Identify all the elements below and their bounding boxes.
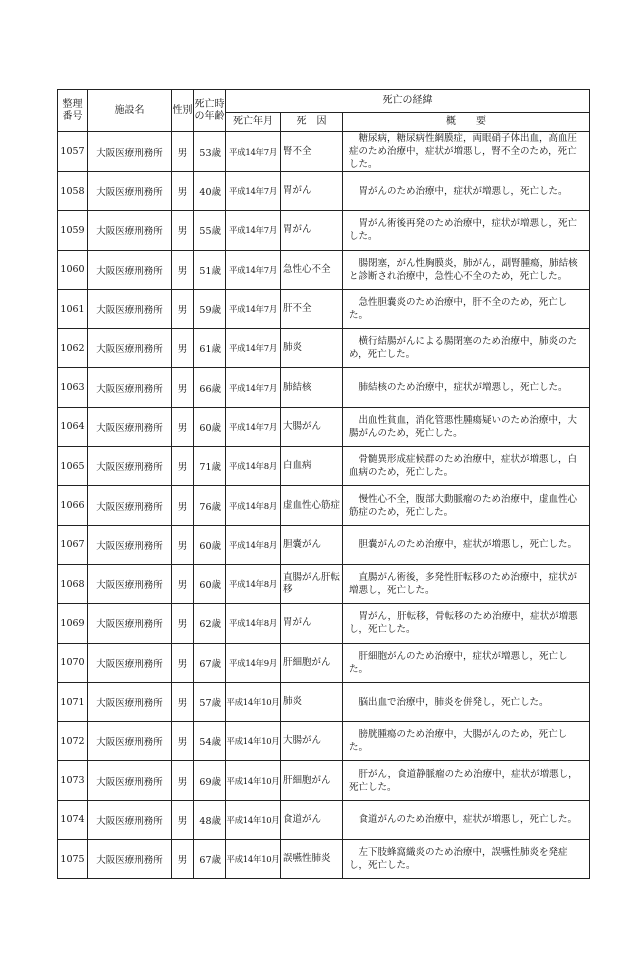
facility-name-cell: 大阪医療刑務所 <box>88 329 172 368</box>
summary-text: 腸閉塞，がん性胸膜炎，肺がん，副腎腫瘍，肺結核と診断され治療中，急性心不全のため，死亡した。 <box>349 257 578 282</box>
death-cause-cell: 大腸がん <box>281 722 343 761</box>
death-date-cell: 平成14年8月 <box>226 486 281 525</box>
death-date-cell: 平成14年7月 <box>226 407 281 446</box>
record-number-cell: 1074 <box>58 800 88 839</box>
table-row <box>58 407 590 446</box>
summary-text: 出血性貧血，消化管悪性腫瘍疑いのため治療中，大腸がんのため，死亡した。 <box>349 414 578 439</box>
facility-name-cell: 大阪医療刑務所 <box>88 132 172 172</box>
facility-name-cell: 大阪医療刑務所 <box>88 407 172 446</box>
table-row <box>58 368 590 407</box>
death-date-cell: 平成14年7月 <box>226 132 281 172</box>
age-at-death-cell: 69歳 <box>194 761 226 800</box>
header-number: 整理番号 <box>58 90 88 132</box>
header-summary: 概 要 <box>343 113 590 132</box>
death-date-cell: 平成14年9月 <box>226 643 281 682</box>
death-date-cell: 平成14年7月 <box>226 329 281 368</box>
facility-name-cell: 大阪医療刑務所 <box>88 486 172 525</box>
record-number-cell: 1065 <box>58 447 88 486</box>
table-row <box>58 761 590 800</box>
records-body <box>58 132 590 879</box>
sex-cell: 男 <box>172 368 194 407</box>
death-cause-cell: 肝細胞がん <box>281 643 343 682</box>
summary-cell <box>343 722 590 761</box>
age-at-death-cell: 71歳 <box>194 447 226 486</box>
summary-cell <box>343 486 590 525</box>
facility-name-cell: 大阪医療刑務所 <box>88 722 172 761</box>
facility-name-cell: 大阪医療刑務所 <box>88 840 172 879</box>
table-row <box>58 604 590 643</box>
record-number-cell: 1058 <box>58 172 88 211</box>
record-number-cell: 1070 <box>58 643 88 682</box>
summary-cell <box>343 289 590 328</box>
summary-cell <box>343 447 590 486</box>
death-date-cell: 平成14年7月 <box>226 368 281 407</box>
record-number-cell: 1072 <box>58 722 88 761</box>
sex-cell: 男 <box>172 840 194 879</box>
table-row <box>58 840 590 879</box>
summary-cell <box>343 643 590 682</box>
table-row <box>58 682 590 721</box>
summary-text: 胃がんのため治療中，症状が増悪し，死亡した。 <box>358 185 568 197</box>
sex-cell: 男 <box>172 486 194 525</box>
death-cause-cell: 胆嚢がん <box>281 525 343 564</box>
death-cause-cell: 肺炎 <box>281 329 343 368</box>
summary-text: 肝がん，食道静脈瘤のため治療中，症状が増悪し，死亡した。 <box>349 768 578 793</box>
summary-text: 骨髄異形成症候群のため治療中，症状が増悪し，白血病のため，死亡した。 <box>349 454 578 479</box>
table-row <box>58 525 590 564</box>
age-at-death-cell: 66歳 <box>194 368 226 407</box>
summary-text: 左下肢蜂窩織炎のため治療中，誤嚥性肺炎を発症し，死亡した。 <box>349 847 568 872</box>
record-number-cell: 1069 <box>58 604 88 643</box>
sex-cell: 男 <box>172 211 194 250</box>
summary-text: 糖尿病，糖尿病性網膜症，両眼硝子体出血，高血圧症のため治療中，症状が増悪し，腎不全のため，死亡した。 <box>349 133 578 170</box>
sex-cell: 男 <box>172 447 194 486</box>
sex-cell: 男 <box>172 329 194 368</box>
facility-name-cell: 大阪医療刑務所 <box>88 643 172 682</box>
facility-name-cell: 大阪医療刑務所 <box>88 761 172 800</box>
age-at-death-cell: 55歳 <box>194 211 226 250</box>
sex-cell: 男 <box>172 564 194 603</box>
header-circumstances: 死亡の経緯 <box>226 90 590 113</box>
facility-name-cell: 大阪医療刑務所 <box>88 368 172 407</box>
facility-name-cell: 大阪医療刑務所 <box>88 172 172 211</box>
record-number-cell: 1059 <box>58 211 88 250</box>
death-records-table <box>57 89 590 879</box>
sex-cell: 男 <box>172 172 194 211</box>
summary-text: 横行結腸がんによる腸閉塞のため治療中，肺炎のため，死亡した。 <box>349 336 578 361</box>
death-cause-cell: 腎不全 <box>281 132 343 172</box>
facility-name-cell: 大阪医療刑務所 <box>88 447 172 486</box>
age-at-death-cell: 60歳 <box>194 407 226 446</box>
death-cause-cell: 肝不全 <box>281 289 343 328</box>
age-at-death-cell: 60歳 <box>194 564 226 603</box>
death-cause-cell: 肝細胞がん <box>281 761 343 800</box>
table-row <box>58 329 590 368</box>
sex-cell: 男 <box>172 132 194 172</box>
summary-cell <box>343 368 590 407</box>
summary-text: 胃がん術後再発のため治療中，症状が増悪し，死亡した。 <box>349 218 578 243</box>
header-facility: 施設名 <box>88 90 172 132</box>
summary-cell <box>343 761 590 800</box>
sex-cell: 男 <box>172 800 194 839</box>
sex-cell: 男 <box>172 407 194 446</box>
death-date-cell: 平成14年8月 <box>226 604 281 643</box>
header-age: 死亡時の年齢 <box>194 90 226 132</box>
age-at-death-cell: 54歳 <box>194 722 226 761</box>
record-number-cell: 1057 <box>58 132 88 172</box>
age-at-death-cell: 48歳 <box>194 800 226 839</box>
header-cause: 死 因 <box>281 113 343 132</box>
death-cause-cell: 直腸がん肝転移 <box>281 564 343 603</box>
facility-name-cell: 大阪医療刑務所 <box>88 250 172 289</box>
death-date-cell: 平成14年8月 <box>226 447 281 486</box>
sex-cell: 男 <box>172 722 194 761</box>
age-at-death-cell: 62歳 <box>194 604 226 643</box>
facility-name-cell: 大阪医療刑務所 <box>88 289 172 328</box>
table-row <box>58 722 590 761</box>
summary-text: 慢性心不全，腹部大動脈瘤のため治療中，虚血性心筋症のため，死亡した。 <box>349 493 578 518</box>
table-row <box>58 132 590 172</box>
summary-cell <box>343 800 590 839</box>
death-date-cell: 平成14年10月 <box>226 761 281 800</box>
death-cause-cell: 肺炎 <box>281 682 343 721</box>
age-at-death-cell: 60歳 <box>194 525 226 564</box>
summary-cell <box>343 132 590 172</box>
record-number-cell: 1064 <box>58 407 88 446</box>
record-number-cell: 1066 <box>58 486 88 525</box>
summary-text: 胃がん，肝転移，骨転移のため治療中，症状が増悪し，死亡した。 <box>349 611 578 636</box>
table-row <box>58 643 590 682</box>
summary-cell <box>343 604 590 643</box>
facility-name-cell: 大阪医療刑務所 <box>88 682 172 721</box>
table-row <box>58 172 590 211</box>
age-at-death-cell: 40歳 <box>194 172 226 211</box>
sex-cell: 男 <box>172 604 194 643</box>
age-at-death-cell: 67歳 <box>194 643 226 682</box>
summary-cell <box>343 329 590 368</box>
death-cause-cell: 急性心不全 <box>281 250 343 289</box>
table-row <box>58 289 590 328</box>
facility-name-cell: 大阪医療刑務所 <box>88 800 172 839</box>
age-at-death-cell: 57歳 <box>194 682 226 721</box>
death-date-cell: 平成14年7月 <box>226 211 281 250</box>
sex-cell: 男 <box>172 761 194 800</box>
sex-cell: 男 <box>172 250 194 289</box>
record-number-cell: 1061 <box>58 289 88 328</box>
summary-cell <box>343 525 590 564</box>
age-at-death-cell: 59歳 <box>194 289 226 328</box>
facility-name-cell: 大阪医療刑務所 <box>88 525 172 564</box>
age-at-death-cell: 76歳 <box>194 486 226 525</box>
facility-name-cell: 大阪医療刑務所 <box>88 604 172 643</box>
sex-cell: 男 <box>172 643 194 682</box>
death-cause-cell: 胃がん <box>281 172 343 211</box>
death-date-cell: 平成14年10月 <box>226 800 281 839</box>
record-number-cell: 1068 <box>58 564 88 603</box>
sex-cell: 男 <box>172 682 194 721</box>
record-number-cell: 1071 <box>58 682 88 721</box>
table-row <box>58 486 590 525</box>
sex-cell: 男 <box>172 525 194 564</box>
death-cause-cell: 白血病 <box>281 447 343 486</box>
summary-cell <box>343 250 590 289</box>
death-cause-cell: 肺結核 <box>281 368 343 407</box>
death-date-cell: 平成14年10月 <box>226 682 281 721</box>
summary-text: 食道がんのため治療中，症状が増悪し，死亡した。 <box>358 814 578 826</box>
summary-cell <box>343 682 590 721</box>
summary-cell <box>343 840 590 879</box>
facility-name-cell: 大阪医療刑務所 <box>88 564 172 603</box>
record-number-cell: 1063 <box>58 368 88 407</box>
record-number-cell: 1067 <box>58 525 88 564</box>
record-number-cell: 1075 <box>58 840 88 879</box>
summary-text: 膀胱腫瘍のため治療中，大腸がんのため，死亡した。 <box>349 729 568 754</box>
summary-text: 脳出血で治療中，肺炎を併発し，死亡した。 <box>358 696 549 708</box>
summary-text: 胆嚢がんのため治療中，症状が増悪し，死亡した。 <box>358 539 578 551</box>
age-at-death-cell: 53歳 <box>194 132 226 172</box>
summary-text: 肝細胞がんのため治療中，症状が増悪し，死亡した。 <box>349 650 568 675</box>
summary-text: 直腸がん術後，多発性肝転移のため治療中，症状が増悪し，死亡した。 <box>349 572 578 597</box>
death-date-cell: 平成14年7月 <box>226 289 281 328</box>
summary-cell <box>343 211 590 250</box>
summary-cell <box>343 407 590 446</box>
table-row <box>58 564 590 603</box>
death-date-cell: 平成14年10月 <box>226 722 281 761</box>
death-cause-cell: 食道がん <box>281 800 343 839</box>
header-row-top <box>58 90 590 113</box>
death-date-cell: 平成14年7月 <box>226 172 281 211</box>
summary-text: 急性胆嚢炎のため治療中，肝不全のため，死亡した。 <box>349 297 568 322</box>
death-records-sheet <box>57 89 589 879</box>
summary-cell <box>343 564 590 603</box>
death-cause-cell: 胃がん <box>281 604 343 643</box>
age-at-death-cell: 61歳 <box>194 329 226 368</box>
age-at-death-cell: 51歳 <box>194 250 226 289</box>
record-number-cell: 1073 <box>58 761 88 800</box>
table-row <box>58 211 590 250</box>
header-date: 死亡年月 <box>226 113 281 132</box>
death-cause-cell: 大腸がん <box>281 407 343 446</box>
death-date-cell: 平成14年7月 <box>226 250 281 289</box>
summary-cell <box>343 172 590 211</box>
summary-text: 肺結核のため治療中，症状が増悪し，死亡した。 <box>358 382 568 394</box>
age-at-death-cell: 67歳 <box>194 840 226 879</box>
record-number-cell: 1062 <box>58 329 88 368</box>
death-cause-cell: 誤嚥性肺炎 <box>281 840 343 879</box>
sex-cell: 男 <box>172 289 194 328</box>
record-number-cell: 1060 <box>58 250 88 289</box>
death-date-cell: 平成14年8月 <box>226 525 281 564</box>
header-sex: 性別 <box>172 90 194 132</box>
table-row <box>58 447 590 486</box>
death-cause-cell: 胃がん <box>281 211 343 250</box>
facility-name-cell: 大阪医療刑務所 <box>88 211 172 250</box>
table-row <box>58 800 590 839</box>
death-date-cell: 平成14年8月 <box>226 564 281 603</box>
table-row <box>58 250 590 289</box>
death-date-cell: 平成14年10月 <box>226 840 281 879</box>
death-cause-cell: 虚血性心筋症 <box>281 486 343 525</box>
